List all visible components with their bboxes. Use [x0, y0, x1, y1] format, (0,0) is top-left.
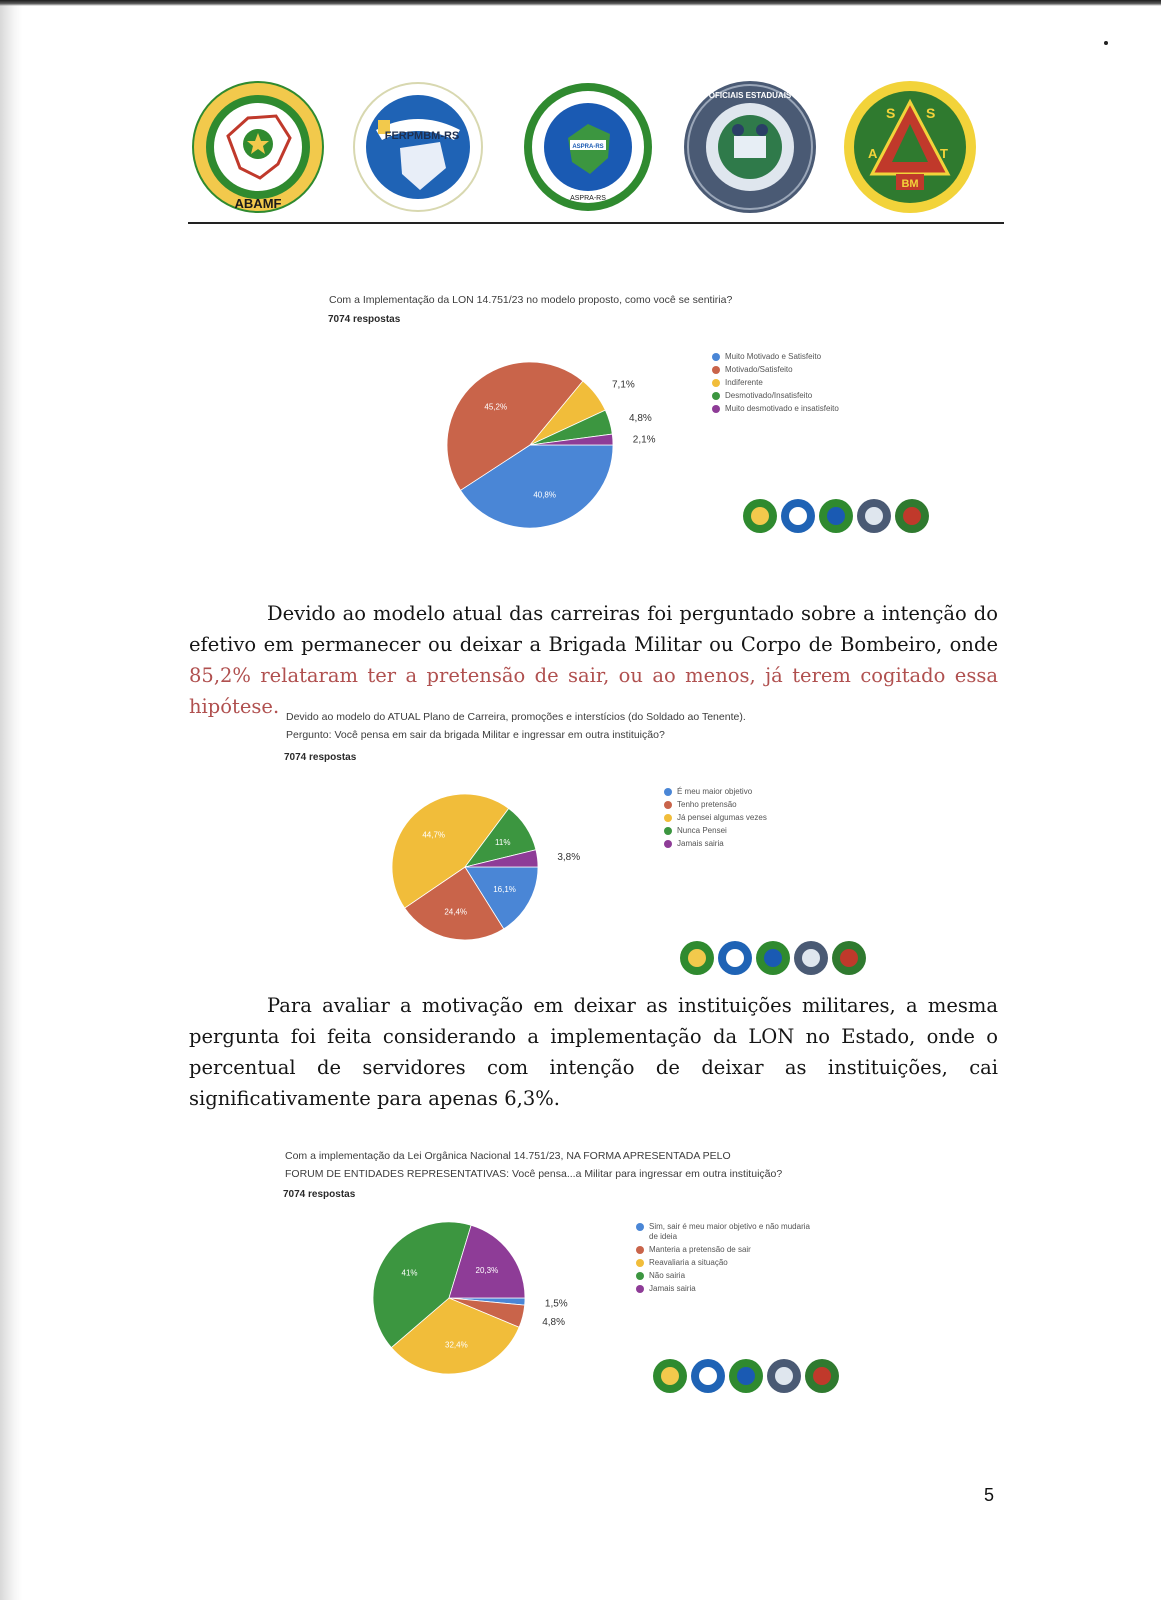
legend-label: Indiferente [725, 378, 763, 387]
paragraph-2-text: Para avaliar a motivação em deixar as instituições militares, a mesma pergunta foi feita considerando a implementação da LON no Estado, onde o percentual de servidores com intenção de deixar as instituições, cai significativamente para apenas 6,3%. [189, 994, 998, 1110]
svg-text:OFICIAIS ESTADUAIS: OFICIAIS ESTADUAIS [708, 91, 792, 100]
legend-label: Desmotivado/Insatisfeito [725, 391, 813, 400]
pie-slice-label: 45,2% [484, 402, 508, 412]
legend-label: Nunca Pensei [677, 826, 727, 835]
pie-slice-label: 7,1% [611, 379, 635, 391]
chart-2-pie [390, 792, 590, 992]
pie-slice-label: 3,8% [557, 852, 581, 864]
pie-slice-label: 20,3% [475, 1265, 499, 1275]
chart-1-responses: 7074 respostas [328, 314, 401, 325]
legend-label: Tenho pretensão [677, 800, 737, 809]
legend-label: Motivado/Satisfeito [725, 365, 793, 374]
chart-3-title: Com a implementação da Lei Orgânica Nacional 14.751/23, NA FORMA APRESENTADA PELO [285, 1150, 731, 1162]
legend-label: Não sairia [649, 1271, 686, 1280]
header-rule [188, 222, 1004, 224]
legend-swatch [636, 1285, 644, 1293]
chart-3-mini-logos [650, 1356, 850, 1400]
legend-item [712, 391, 932, 401]
paragraph-1-highlight: 85,2% relataram ter a pretensão de sair, ou ao menos, já terem cogitado essa hipótese. [189, 664, 998, 718]
legend-label: É meu maior objetivo [677, 787, 753, 796]
svg-text:BM: BM [901, 178, 919, 190]
ferpmbm-logo [350, 78, 486, 216]
chart-3-responses: 7074 respostas [283, 1189, 356, 1200]
legend-item [636, 1271, 821, 1281]
asst-logo [840, 78, 980, 216]
chart-2-title: Devido ao modelo do ATUAL Plano de Carreira, promoções e interstícios (do Soldado ao Tenente). [286, 711, 746, 723]
pie-slice-label: 32,4% [445, 1340, 468, 1350]
svg-text:ASPRA-RS: ASPRA-RS [572, 144, 604, 150]
legend-label: Jamais sairia [649, 1284, 696, 1293]
legend-item [664, 839, 864, 849]
legend-item [664, 813, 864, 823]
pie-slice-label: 44,7% [422, 830, 446, 840]
paragraph-1-text: Devido ao modelo atual das carreiras foi perguntado sobre a intenção do efetivo em permanecer ou deixar a Brigada Militar ou Corpo de Bombeiro, onde [189, 602, 998, 656]
mini-emblem [832, 941, 866, 975]
svg-text:T: T [940, 146, 948, 161]
legend-swatch [664, 788, 672, 796]
legend-swatch [712, 392, 720, 400]
legend-label: Manteria a pretensão de sair [649, 1245, 751, 1254]
svg-text:FERPMBM-RS: FERPMBM-RS [384, 130, 460, 142]
legend-item [664, 800, 864, 810]
abamf-logo [190, 78, 326, 216]
chart-1-mini-logos [740, 496, 930, 540]
pie-slice-label: 4,8% [628, 412, 652, 424]
legend-item [712, 352, 932, 362]
scan-left-edge [0, 0, 22, 1600]
legend-swatch [636, 1259, 644, 1267]
legend-swatch [636, 1246, 644, 1254]
scan-speck [1104, 41, 1108, 45]
legend-item [712, 378, 932, 388]
legend-swatch [636, 1223, 644, 1231]
pie-slice-label: 4,8% [542, 1316, 565, 1328]
legend-label: Já pensei algumas vezes [677, 813, 767, 822]
legend-swatch [664, 801, 672, 809]
legend-swatch [712, 353, 720, 361]
chart-2-mini-logos [677, 938, 877, 982]
mini-emblem [794, 941, 828, 975]
legend-item [712, 404, 932, 414]
mini-emblem [743, 499, 777, 533]
mini-emblem [805, 1359, 839, 1393]
aspra-logo [520, 78, 656, 216]
svg-text:ASPRA-RS: ASPRA-RS [570, 195, 606, 202]
mini-emblem [680, 941, 714, 975]
mini-emblem [756, 941, 790, 975]
chart-3-legend [636, 1222, 821, 1297]
page-number: 5 [984, 1485, 995, 1505]
mini-emblem [653, 1359, 687, 1393]
oficiais-logo [680, 78, 820, 216]
mini-emblem [857, 499, 891, 533]
pie-slice-label: 11% [495, 838, 511, 848]
chart-2-title-line2: Pergunto: Você pensa em sair da brigada Militar e ingressar em outra instituição? [286, 729, 665, 741]
chart-2-legend [664, 787, 864, 852]
legend-swatch [636, 1272, 644, 1280]
mini-emblem [729, 1359, 763, 1393]
chart-2-responses: 7074 respostas [284, 752, 357, 763]
header-logos [190, 78, 990, 220]
legend-item [636, 1222, 821, 1242]
legend-item [664, 826, 864, 836]
legend-swatch [664, 814, 672, 822]
scan-top-edge [0, 0, 1161, 6]
svg-text:S: S [926, 105, 936, 121]
pie-slice-label: 40,8% [533, 490, 557, 500]
legend-label: Muito Motivado e Satisfeito [725, 352, 822, 361]
paragraph-2 [189, 990, 998, 1114]
legend-swatch [664, 840, 672, 848]
mini-emblem [718, 941, 752, 975]
svg-text:A: A [868, 146, 878, 161]
chart-3-title-line2: FORUM DE ENTIDADES REPRESENTATIVAS: Você pensa...a Militar para ingressar em outra instituição? [285, 1168, 783, 1180]
legend-swatch [712, 405, 720, 413]
legend-swatch [712, 379, 720, 387]
svg-text:S: S [886, 105, 896, 121]
legend-swatch [664, 827, 672, 835]
legend-item [636, 1284, 821, 1294]
legend-label: Muito desmotivado e insatisfeito [725, 404, 839, 413]
legend-label: Jamais sairia [677, 839, 724, 848]
legend-label: Reavaliaria a situação [649, 1258, 728, 1267]
mini-emblem [781, 499, 815, 533]
chart-1-legend [712, 352, 932, 417]
pie-slice-label: 2,1% [632, 434, 656, 446]
legend-swatch [712, 366, 720, 374]
paragraph-1 [189, 598, 998, 722]
legend-item [712, 365, 932, 375]
pie-slice-label: 1,5% [544, 1298, 568, 1310]
pie-slice-label: 24,4% [444, 907, 468, 917]
chart-3-pie [372, 1221, 572, 1421]
chart-1-pie [430, 345, 656, 545]
chart-1-title: Com a Implementação da LON 14.751/23 no modelo proposto, como você se sentiria? [329, 294, 733, 306]
pie-slice-label: 41% [401, 1268, 418, 1278]
mini-emblem [767, 1359, 801, 1393]
pie-slice-label: 16,1% [493, 884, 516, 894]
legend-item [636, 1258, 821, 1268]
mini-emblem [691, 1359, 725, 1393]
legend-label: Sim, sair é meu maior objetivo e não mudaria de ideia [649, 1222, 810, 1241]
mini-emblem [819, 499, 853, 533]
legend-item [664, 787, 864, 797]
svg-text:ABAMF: ABAMF [234, 196, 282, 211]
mini-emblem [895, 499, 929, 533]
legend-item [636, 1245, 821, 1255]
